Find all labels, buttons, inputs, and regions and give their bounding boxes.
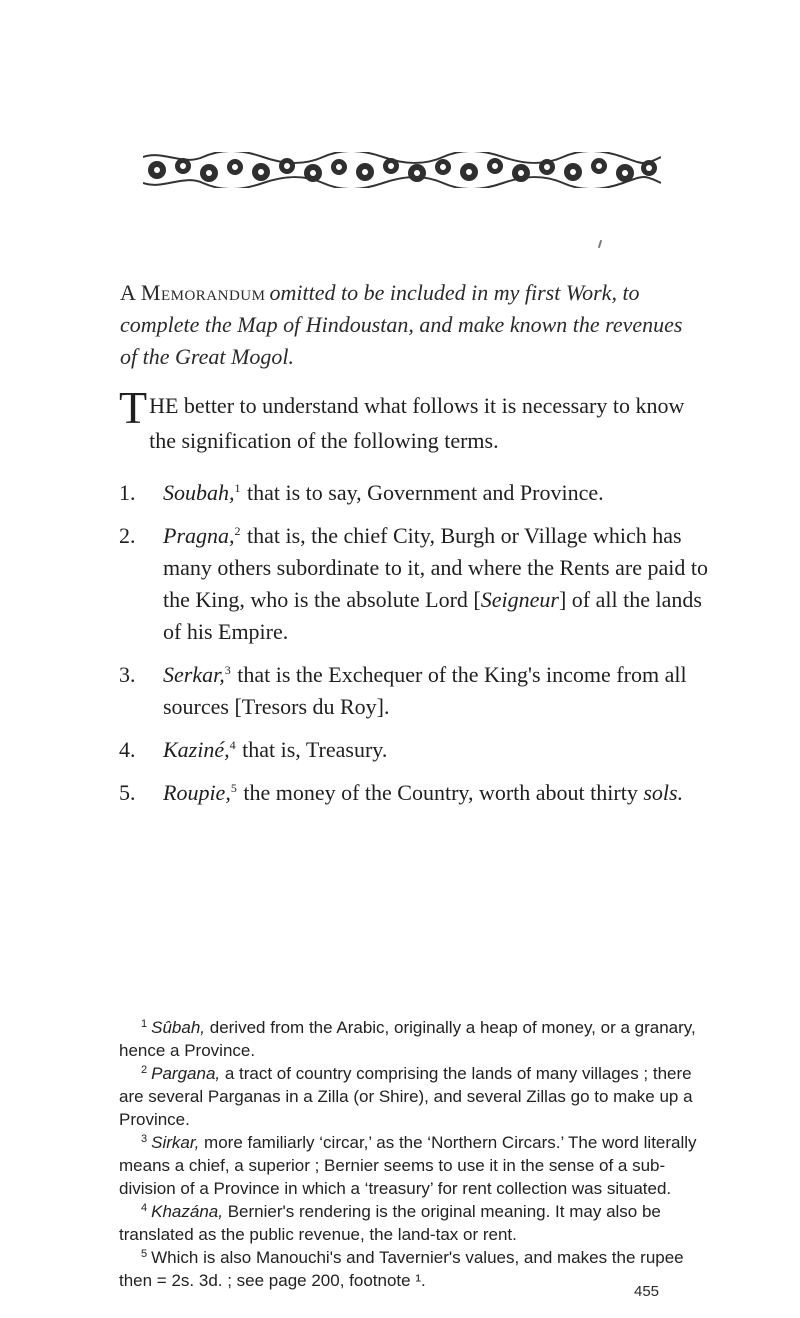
term-item	[119, 659, 709, 723]
footnote-reference: 4	[229, 738, 236, 752]
footnote-reference: 3	[224, 663, 231, 677]
bracketed-term: Seigneur	[480, 587, 559, 612]
term-definition-end: ] of all the lands of his Empire.	[163, 587, 702, 644]
footnote-number: 3	[141, 1133, 148, 1145]
footnote	[119, 1200, 711, 1246]
term-number: 1.	[119, 480, 136, 505]
footnote-reference: 5	[230, 781, 237, 795]
terms-list	[119, 477, 709, 820]
term-number: 5.	[119, 780, 136, 805]
footnote-number: 4	[141, 1202, 148, 1214]
intro-text: HE better to understand what follows it is necessary to know the signification of the following terms.	[149, 393, 685, 453]
term-definition: that is to say, Government and Province.	[241, 480, 604, 505]
footnote	[119, 1131, 711, 1200]
term-definition: that is, the chief City, Burgh or Village which has many others subordinate to it, and where the Rents are paid to the King, who is the absolute Lord [	[163, 523, 708, 612]
term-definition: that is the Exchequer of the King's income from all sources [Tresors du Roy].	[163, 662, 687, 719]
footnote-text: Bernier's rendering is the original meaning. It may also be translated as the public revenue, the land-tax or rent.	[119, 1202, 661, 1244]
term-name: Kaziné,	[163, 737, 230, 762]
term-name: Soubah,	[163, 480, 235, 505]
intro-paragraph	[119, 382, 711, 458]
term-number: 2.	[119, 523, 136, 548]
footnote-text: a tract of country comprising the lands of many villages ; there are several Parganas in a Zilla (or Shire), and several Zillas go to make up a Province.	[119, 1064, 693, 1129]
memorandum-heading	[120, 277, 695, 373]
footnote-term: Sirkar,	[151, 1133, 200, 1152]
term-name: Roupie,	[163, 780, 231, 805]
term-number: 3.	[119, 662, 136, 687]
footnote-number: 5	[141, 1248, 148, 1260]
footnote-number: 2	[141, 1064, 148, 1076]
term-number: 4.	[119, 737, 136, 762]
footnote-text: derived from the Arabic, originally a heap of money, or a granary, hence a Province.	[119, 1018, 696, 1060]
heading-memorandum: Memorandum	[140, 280, 266, 305]
footnote-reference: 1	[234, 481, 241, 495]
term-item	[119, 520, 709, 648]
term-italic-end: sols.	[643, 780, 684, 805]
footnote-number: 1	[141, 1018, 148, 1030]
footnotes	[119, 1016, 711, 1292]
term-name: Pragna,	[163, 523, 235, 548]
page-number: 455	[634, 1283, 660, 1300]
footnote-term: Pargana,	[151, 1064, 221, 1083]
stray-mark	[598, 240, 602, 248]
term-item	[119, 734, 709, 766]
footnote-text: more familiarly ‘circar,’ as the ‘Northern Circars.’ The word literally means a chief, a superior ; Bernier seems to use it in the sense of a sub-division of a Province in which a ‘treasury’ for rent collection was situated.	[119, 1133, 697, 1198]
decorative-header-ornament	[143, 152, 661, 188]
term-definition: that is, Treasury.	[236, 737, 388, 762]
term-definition: the money of the Country, worth about thirty	[237, 780, 644, 805]
drop-cap: T	[119, 382, 148, 433]
heading-article: A	[120, 280, 136, 305]
heading-description: omitted to be included in my first Work, to complete the Map of Hindoustan, and make known the revenues of the Great Mogol.	[120, 280, 683, 369]
footnote	[119, 1016, 711, 1062]
footnote	[119, 1062, 711, 1131]
footnote-term: Sûbah,	[151, 1018, 206, 1037]
footnote-text: Which is also Manouchi's and Tavernier's values, and makes the rupee then = 2s. 3d. ; see page 200, footnote ¹.	[119, 1248, 684, 1290]
term-name: Serkar,	[163, 662, 225, 687]
footnote	[119, 1246, 711, 1292]
term-item	[119, 477, 709, 509]
footnote-term: Khazána,	[151, 1202, 223, 1221]
term-item	[119, 777, 709, 809]
footnote-reference: 2	[234, 524, 241, 538]
